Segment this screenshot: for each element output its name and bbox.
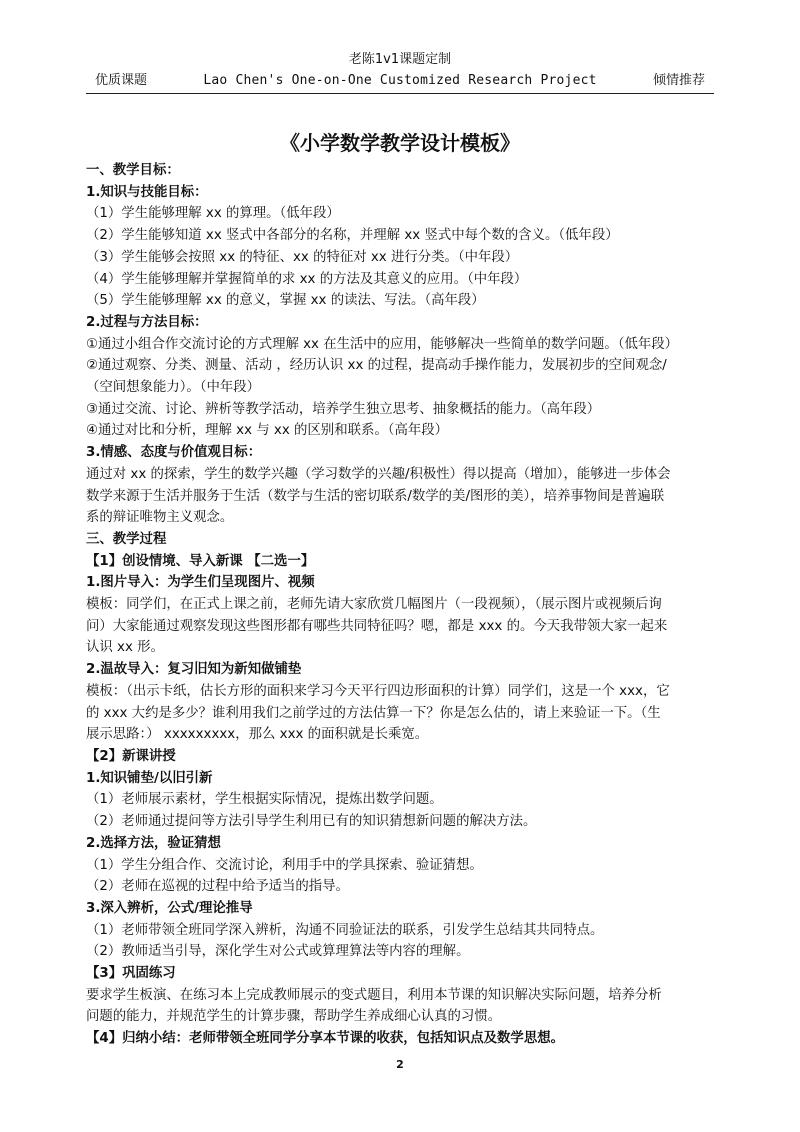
body-text-line: 要求学生板演、在练习本上完成教师展示的变式题目，利用本节课的知识解决实际问题，培养分析 [86,987,662,1003]
body-text-line: （2）老师在巡视的过程中给予适当的指导。 [86,879,349,895]
body-text-line: （1）老师带领全班同学深入辨析，沟通不同验证法的联系，引发学生总结其共同特点。 [86,922,604,938]
body-text-line: （空间想象能力）。（中年段） [86,380,261,396]
body-text-line: （1）学生分组合作、交流讨论，利用手中的学具探索、验证猜想。 [86,857,483,873]
section-heading: 2.过程与方法目标： [86,314,208,330]
section-heading: 三、教学过程 [86,531,167,547]
body-text-line: （3）学生能够会按照 xx 的特征、xx 的特征对 xx 进行分类。（中年段） [86,249,519,265]
section-heading: 一、教学目标： [86,163,180,178]
body-text-line: 模板：同学们，在正式上课之前，老师先请大家欣赏几幅图片（一段视频），（展示图片或视频后询 [86,597,662,613]
body-text-line: ③通过交流、讨论、辨析等教学活动，培养学生独立思考、抽象概括的能力。（高年段） [86,401,601,417]
body-text-line: 问）大家能通过观察发现这些图形都有哪些共同特征吗？嗯，都是 xxx 的。今天我带领大家一起来 [86,618,668,634]
body-text-line: 数学来源于生活并服务于生活（数学与生活的密切联系/数学的美/图形的美），培养事物间是普遍联 [86,488,665,504]
running-header [95,72,705,90]
body-text-line: 的 xxx 大约是多少？谁利用我们之前学过的方法估算一下？你是怎么估的，请上来验证一下。（生 [86,705,661,721]
header-right-label: 倾情推荐 [652,73,705,88]
header-brand: 老陈1v1课题定制 [348,52,452,67]
body-text-line: （1）学生能够理解 xx 的算理。（低年段） [86,206,340,222]
section-heading: 1.图片导入：为学生们呈现图片、视频 [86,575,315,591]
body-text-line: ④通过对比和分析，理解 xx 与 xx 的区别和联系。（高年段） [86,423,449,439]
section-heading: 3.深入辨析，公式/理论推导 [86,900,253,916]
body-text-line: 问题的能力，并规范学生的计算步骤，帮助学生养成细心认真的习惯。 [86,1009,502,1025]
body-text-line: 认识 xx 形。 [86,640,164,656]
header-center-label: Lao Chen's One-on-One Customized Research Project [203,73,597,88]
section-heading: 【3】巩固练习 [86,966,176,982]
section-heading: 1.知识铺垫/以旧引新 [86,770,213,786]
section-heading: 【4】归纳小结：老师带领全班同学分享本节课的收获，包括知识点及数学思想。 [86,1031,564,1047]
header-rule [86,93,714,94]
section-heading: 1.知识与技能目标： [86,184,208,200]
body-text-line: 模板：（出示卡纸，估长方形的面积来学习今天平行四边形面积的计算）同学们，这是一个 xxx，它 [86,683,670,699]
body-text-line: （5）学生能够理解 xx 的意义，掌握 xx 的读法、写法。（高年段） [86,293,485,309]
page-number: 2 [396,1058,404,1071]
document-title: 《小学数学教学设计模板》 [280,131,520,155]
section-heading: 【2】新课讲授 [86,748,176,764]
header-left-label: 优质课题 [95,73,148,88]
body-text-line: ①通过小组合作交流讨论的方式理解 xx 在生活中的应用，能够解决一些简单的数学问题。（低年段） [86,336,679,352]
body-text-line: （1）老师展示素材，学生根据实际情况，提炼出数学问题。 [86,792,443,808]
section-heading: 【1】创设情境、导入新课 【二选一】 [86,553,315,569]
body-text-line: 通过对 xx 的探索，学生的数学兴趣（学习数学的兴趣/积极性）得以提高（增加），能够进一步体会 [86,466,671,482]
section-heading: 2.选择方法，验证猜想 [86,835,221,851]
body-text-line: 系的辩证唯物主义观念。 [86,510,234,526]
document-body [86,160,714,1050]
body-text-line: 展示思路：） xxxxxxxxx，那么 xxx 的面积就是长乘宽。 [86,727,429,743]
section-heading: 3.情感、态度与价值观目标： [86,445,262,461]
body-text-line: （2）教师适当引导，深化学生对公式或算理算法等内容的理解。 [86,944,470,960]
section-heading: 2.温故导入：复习旧知为新知做铺垫 [86,662,302,678]
body-text-line: （2）学生能够知道 xx 竖式中各部分的名称，并理解 xx 竖式中每个数的含义。（低年段） [86,228,619,244]
body-text-line: ②通过观察、分类、测量、活动 ，经历认识 xx 的过程，提高动手操作能力，发展初步的空间观念/ [86,358,667,374]
body-text-line: （2）老师通过提问等方法引导学生利用已有的知识猜想新问题的解决方法。 [86,814,537,830]
body-text-line: （4）学生能够理解并掌握简单的求 xx 的方法及其意义的应用。（中年段） [86,271,528,287]
